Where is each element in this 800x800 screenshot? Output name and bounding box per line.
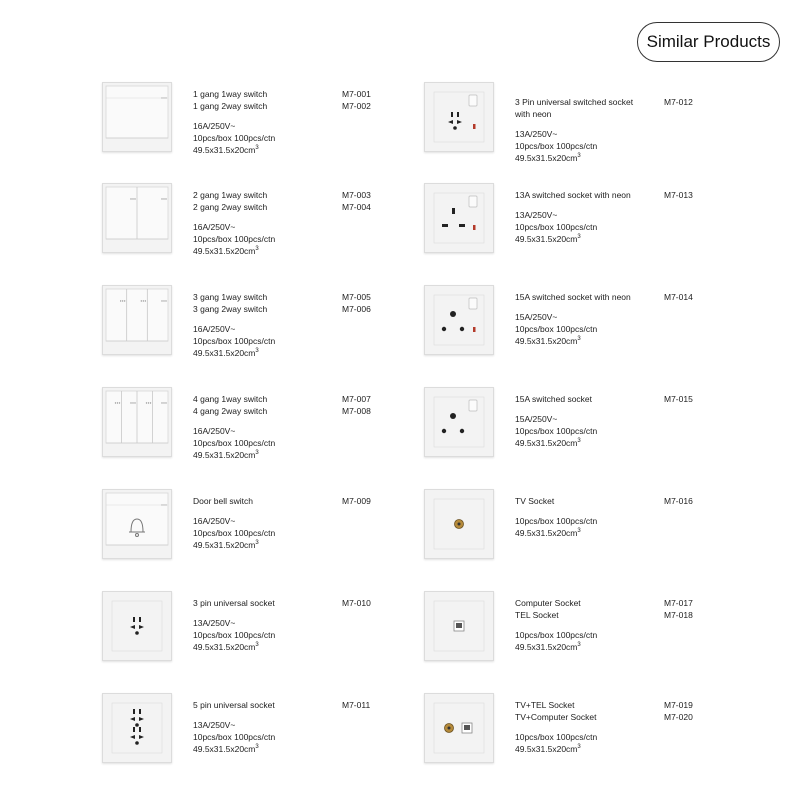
tv-data-socket-icon — [425, 694, 493, 762]
dimensions-exponent: 3 — [577, 153, 581, 159]
product-rating: 13A/250V~ — [193, 720, 236, 730]
product-thumbnail — [424, 387, 494, 457]
product-name: 15A switched socket with neon — [515, 292, 631, 302]
product-packing: 10pcs/box 100pcs/ctn — [515, 516, 598, 526]
product-packing: 10pcs/box 100pcs/ctn — [515, 630, 598, 640]
dimensions-value: 49.5x31.5x20cm — [515, 438, 578, 448]
product-thumbnail — [424, 82, 494, 152]
product-thumbnail — [102, 285, 172, 355]
socket-3pin-universal-icon — [103, 592, 171, 660]
socket-5pin-universal-icon — [103, 694, 171, 762]
product-dimensions — [193, 144, 343, 156]
dimensions-exponent: 3 — [255, 540, 259, 546]
product-item — [102, 82, 462, 162]
product-codes — [342, 393, 392, 417]
dimensions-value: 49.5x31.5x20cm — [515, 528, 578, 538]
product-name: 3 pin universal socket — [193, 598, 275, 608]
product-details — [515, 96, 665, 164]
product-details — [515, 597, 665, 653]
dimensions-exponent: 3 — [577, 234, 581, 240]
product-details — [515, 291, 665, 347]
product-name: 4 gang 2way switch — [193, 406, 268, 416]
product-dimensions — [515, 233, 665, 245]
dimensions-exponent: 3 — [577, 438, 581, 444]
dimensions-exponent: 3 — [577, 642, 581, 648]
product-code: M7-013 — [664, 190, 693, 200]
product-dimensions — [515, 335, 665, 347]
product-packing: 10pcs/box 100pcs/ctn — [515, 222, 598, 232]
dimensions-exponent: 3 — [255, 642, 259, 648]
product-code: M7-018 — [664, 610, 693, 620]
product-codes — [664, 291, 714, 303]
product-dimensions — [193, 539, 343, 551]
switch-3gang-icon — [103, 286, 171, 354]
product-rating: 13A/250V~ — [515, 210, 558, 220]
dimensions-value: 49.5x31.5x20cm — [193, 450, 256, 460]
product-thumbnail — [102, 489, 172, 559]
product-details — [193, 699, 343, 755]
product-rating: 16A/250V~ — [193, 121, 236, 131]
product-codes — [664, 393, 714, 405]
product-packing: 10pcs/box 100pcs/ctn — [515, 732, 598, 742]
product-details — [193, 88, 343, 156]
dimensions-exponent: 3 — [577, 528, 581, 534]
product-codes — [664, 597, 714, 621]
product-code: M7-007 — [342, 394, 371, 404]
product-item — [424, 489, 784, 569]
product-item — [102, 591, 462, 671]
product-code: M7-009 — [342, 496, 371, 506]
dimensions-value: 49.5x31.5x20cm — [193, 145, 256, 155]
tv-socket-icon — [425, 490, 493, 558]
product-packing: 10pcs/box 100pcs/ctn — [515, 324, 598, 334]
product-name: 3 gang 1way switch — [193, 292, 268, 302]
product-thumbnail — [102, 387, 172, 457]
product-details — [193, 597, 343, 653]
product-thumbnail — [102, 183, 172, 253]
product-packing: 10pcs/box 100pcs/ctn — [193, 133, 276, 143]
product-name: 1 gang 2way switch — [193, 101, 268, 111]
product-code: M7-004 — [342, 202, 371, 212]
switched-socket-15a-neon-icon — [425, 286, 493, 354]
product-item — [424, 82, 784, 162]
product-packing: 10pcs/box 100pcs/ctn — [193, 336, 276, 346]
switched-socket-universal-icon — [425, 83, 493, 151]
product-packing: 10pcs/box 100pcs/ctn — [193, 528, 276, 538]
product-packing: 10pcs/box 100pcs/ctn — [193, 732, 276, 742]
product-code: M7-011 — [342, 700, 371, 710]
product-name: 4 gang 1way switch — [193, 394, 268, 404]
product-name: with neon — [515, 109, 552, 119]
product-dimensions — [515, 437, 665, 449]
product-dimensions — [193, 347, 343, 359]
product-name: 5 pin universal socket — [193, 700, 275, 710]
product-dimensions — [515, 743, 665, 755]
product-dimensions — [193, 641, 343, 653]
product-codes — [342, 597, 392, 609]
dimensions-exponent: 3 — [577, 744, 581, 750]
product-details — [515, 699, 665, 755]
product-details — [515, 393, 665, 449]
product-name: 15A switched socket — [515, 394, 593, 404]
switched-socket-15a-icon — [425, 388, 493, 456]
product-packing: 10pcs/box 100pcs/ctn — [193, 438, 276, 448]
product-codes — [342, 189, 392, 213]
product-code: M7-019 — [664, 700, 693, 710]
dimensions-exponent: 3 — [255, 744, 259, 750]
switch-2gang-icon — [103, 184, 171, 252]
product-thumbnail — [424, 591, 494, 661]
product-packing: 10pcs/box 100pcs/ctn — [193, 234, 276, 244]
product-codes — [664, 189, 714, 201]
product-thumbnail — [424, 489, 494, 559]
product-code: M7-015 — [664, 394, 693, 404]
product-packing: 10pcs/box 100pcs/ctn — [193, 630, 276, 640]
product-item — [424, 387, 784, 467]
data-socket-icon — [425, 592, 493, 660]
product-thumbnail — [102, 591, 172, 661]
similar-products-badge: Similar Products — [637, 22, 780, 62]
product-rating: 15A/250V~ — [515, 414, 558, 424]
product-code: M7-002 — [342, 101, 371, 111]
product-thumbnail — [102, 693, 172, 763]
switch-1gang-icon — [103, 83, 171, 151]
product-code: M7-005 — [342, 292, 371, 302]
product-packing: 10pcs/box 100pcs/ctn — [515, 141, 598, 151]
product-rating: 16A/250V~ — [193, 324, 236, 334]
product-name: 2 gang 1way switch — [193, 190, 268, 200]
dimensions-value: 49.5x31.5x20cm — [193, 348, 256, 358]
dimensions-exponent: 3 — [577, 336, 581, 342]
product-name: TV Socket — [515, 496, 555, 506]
product-item — [424, 591, 784, 671]
dimensions-exponent: 3 — [255, 450, 259, 456]
product-code: M7-017 — [664, 598, 693, 608]
product-code: M7-001 — [342, 89, 371, 99]
product-rating: 16A/250V~ — [193, 426, 236, 436]
product-code: M7-014 — [664, 292, 693, 302]
product-thumbnail — [424, 183, 494, 253]
product-thumbnail — [424, 693, 494, 763]
dimensions-value: 49.5x31.5x20cm — [193, 540, 256, 550]
product-name: TEL Socket — [515, 610, 559, 620]
product-codes — [664, 495, 714, 507]
product-details — [193, 393, 343, 461]
product-name: 2 gang 2way switch — [193, 202, 268, 212]
product-codes — [342, 88, 392, 112]
product-codes — [664, 96, 714, 108]
product-details — [193, 495, 343, 551]
product-name: 3 Pin universal switched socket — [515, 97, 634, 107]
product-codes — [664, 699, 714, 723]
product-item — [102, 489, 462, 569]
product-dimensions — [193, 449, 343, 461]
product-dimensions — [193, 743, 343, 755]
product-code: M7-003 — [342, 190, 371, 200]
product-code: M7-020 — [664, 712, 693, 722]
product-codes — [342, 495, 392, 507]
product-item — [102, 285, 462, 365]
product-name: 3 gang 2way switch — [193, 304, 268, 314]
product-name: TV+Computer Socket — [515, 712, 597, 722]
product-name: Door bell switch — [193, 496, 253, 506]
product-details — [193, 189, 343, 257]
product-item — [424, 285, 784, 365]
dimensions-value: 49.5x31.5x20cm — [515, 153, 578, 163]
product-rating: 13A/250V~ — [193, 618, 236, 628]
dimensions-value: 49.5x31.5x20cm — [193, 744, 256, 754]
dimensions-exponent: 3 — [255, 348, 259, 354]
product-dimensions — [515, 641, 665, 653]
product-dimensions — [515, 527, 665, 539]
product-item — [424, 183, 784, 263]
product-item — [424, 693, 784, 773]
product-name: TV+TEL Socket — [515, 700, 575, 710]
product-item — [102, 693, 462, 773]
product-code: M7-010 — [342, 598, 371, 608]
product-item — [102, 183, 462, 263]
product-item — [102, 387, 462, 467]
product-rating: 16A/250V~ — [193, 222, 236, 232]
product-dimensions — [515, 152, 665, 164]
product-code: M7-006 — [342, 304, 371, 314]
dimensions-value: 49.5x31.5x20cm — [193, 246, 256, 256]
product-details — [193, 291, 343, 359]
switch-4gang-icon — [103, 388, 171, 456]
product-rating: 16A/250V~ — [193, 516, 236, 526]
product-code: M7-016 — [664, 496, 693, 506]
door-bell-icon — [103, 490, 171, 558]
product-thumbnail — [102, 82, 172, 152]
product-thumbnail — [424, 285, 494, 355]
product-codes — [342, 291, 392, 315]
product-details — [515, 495, 665, 539]
dimensions-value: 49.5x31.5x20cm — [515, 744, 578, 754]
dimensions-value: 49.5x31.5x20cm — [193, 642, 256, 652]
dimensions-exponent: 3 — [255, 246, 259, 252]
product-rating: 13A/250V~ — [515, 129, 558, 139]
product-details — [515, 189, 665, 245]
product-packing: 10pcs/box 100pcs/ctn — [515, 426, 598, 436]
product-rating: 15A/250V~ — [515, 312, 558, 322]
dimensions-value: 49.5x31.5x20cm — [515, 642, 578, 652]
product-name: 13A switched socket with neon — [515, 190, 631, 200]
product-code: M7-008 — [342, 406, 371, 416]
product-name: 1 gang 1way switch — [193, 89, 268, 99]
product-name: Computer Socket — [515, 598, 581, 608]
product-code: M7-012 — [664, 97, 693, 107]
dimensions-exponent: 3 — [255, 145, 259, 151]
product-dimensions — [193, 245, 343, 257]
dimensions-value: 49.5x31.5x20cm — [515, 234, 578, 244]
switched-socket-13a-icon — [425, 184, 493, 252]
dimensions-value: 49.5x31.5x20cm — [515, 336, 578, 346]
product-codes — [342, 699, 392, 711]
